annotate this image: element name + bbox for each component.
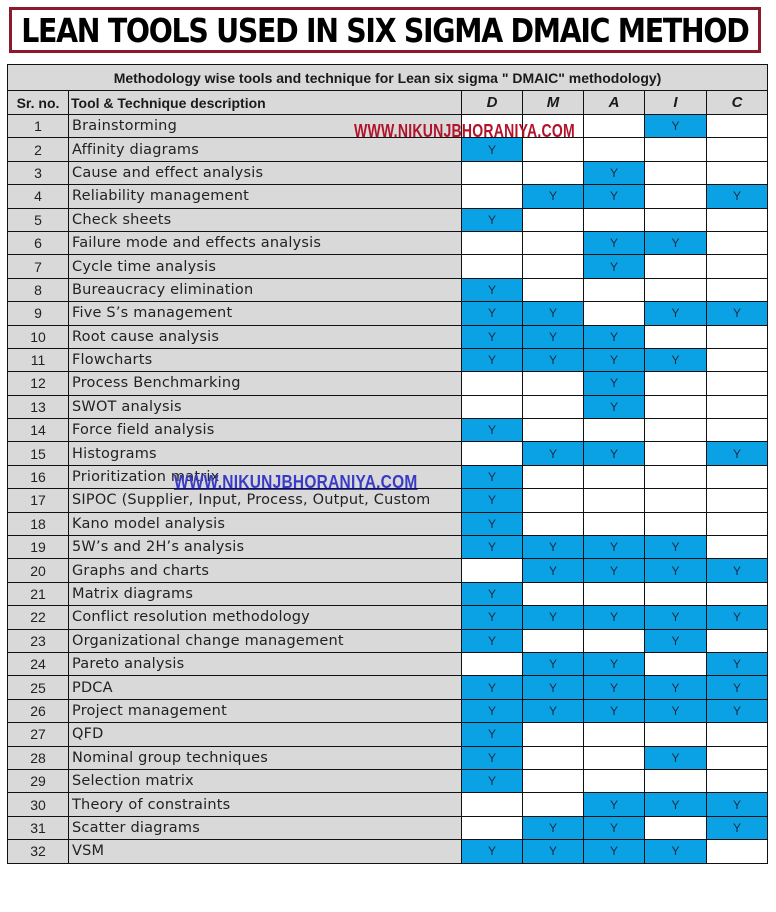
mark-cell-m (523, 255, 584, 278)
dmaic-tools-table (7, 64, 768, 864)
mark-cell-c: Y (707, 185, 768, 208)
mark-cell-i (645, 278, 707, 301)
mark-cell-i (645, 138, 707, 161)
row-description: Matrix diagrams (69, 582, 462, 605)
mark-cell-c (707, 325, 768, 348)
mark-cell-i (645, 582, 707, 605)
table-row (8, 536, 768, 559)
row-sr-no: 31 (8, 816, 69, 839)
header-phase-c: C (707, 91, 768, 115)
mark-cell-d: Y (462, 582, 523, 605)
row-description: VSM (69, 840, 462, 863)
table-row (8, 442, 768, 465)
mark-cell-c (707, 372, 768, 395)
mark-cell-i (645, 325, 707, 348)
row-description: QFD (69, 723, 462, 746)
row-sr-no: 16 (8, 465, 69, 488)
table-row (8, 582, 768, 605)
mark-cell-d: Y (462, 278, 523, 301)
mark-cell-a (584, 489, 645, 512)
mark-cell-m: Y (523, 325, 584, 348)
mark-cell-d: Y (462, 606, 523, 629)
mark-cell-d: Y (462, 512, 523, 535)
mark-cell-d: Y (462, 302, 523, 325)
mark-cell-m (523, 278, 584, 301)
row-description: Cycle time analysis (69, 255, 462, 278)
row-description: Prioritization matrix (69, 465, 462, 488)
table-row (8, 559, 768, 582)
mark-cell-c: Y (707, 652, 768, 675)
table-row (8, 652, 768, 675)
mark-cell-c: Y (707, 442, 768, 465)
mark-cell-a (584, 746, 645, 769)
mark-cell-m: Y (523, 699, 584, 722)
mark-cell-d: Y (462, 723, 523, 746)
table-row (8, 723, 768, 746)
header-phase-i: I (645, 91, 707, 115)
mark-cell-i (645, 512, 707, 535)
mark-cell-d: Y (462, 465, 523, 488)
mark-cell-a: Y (584, 231, 645, 254)
mark-cell-a (584, 278, 645, 301)
mark-cell-m: Y (523, 559, 584, 582)
row-sr-no: 5 (8, 208, 69, 231)
mark-cell-m (523, 629, 584, 652)
mark-cell-a: Y (584, 606, 645, 629)
mark-cell-d (462, 559, 523, 582)
mark-cell-c (707, 536, 768, 559)
mark-cell-c (707, 840, 768, 863)
header-phase-a: A (584, 91, 645, 115)
table-row (8, 512, 768, 535)
table-row (8, 419, 768, 442)
page-title: LEAN TOOLS USED IN SIX SIGMA DMAIC METHOD (21, 10, 749, 50)
mark-cell-m: Y (523, 185, 584, 208)
mark-cell-i (645, 489, 707, 512)
row-description: Flowcharts (69, 348, 462, 371)
row-sr-no: 7 (8, 255, 69, 278)
table-row (8, 840, 768, 863)
table-row (8, 606, 768, 629)
mark-cell-i: Y (645, 536, 707, 559)
row-description: Five S’s management (69, 302, 462, 325)
mark-cell-m: Y (523, 348, 584, 371)
row-sr-no: 2 (8, 138, 69, 161)
table-row (8, 746, 768, 769)
mark-cell-i (645, 185, 707, 208)
mark-cell-a: Y (584, 676, 645, 699)
row-description: Cause and effect analysis (69, 161, 462, 184)
row-sr-no: 12 (8, 372, 69, 395)
table-row (8, 325, 768, 348)
row-sr-no: 8 (8, 278, 69, 301)
mark-cell-c: Y (707, 676, 768, 699)
header-sr-no: Sr. no. (8, 91, 69, 115)
mark-cell-d: Y (462, 419, 523, 442)
row-description: SIPOC (Supplier, Input, Process, Output, Custom (69, 489, 462, 512)
table-row (8, 208, 768, 231)
row-sr-no: 25 (8, 676, 69, 699)
mark-cell-a: Y (584, 372, 645, 395)
mark-cell-m (523, 793, 584, 816)
mark-cell-i (645, 816, 707, 839)
mark-cell-i: Y (645, 629, 707, 652)
mark-cell-c: Y (707, 559, 768, 582)
row-sr-no: 30 (8, 793, 69, 816)
mark-cell-m: Y (523, 536, 584, 559)
header-description: Tool & Technique description (69, 91, 462, 115)
row-description: Theory of constraints (69, 793, 462, 816)
mark-cell-m (523, 419, 584, 442)
mark-cell-m (523, 231, 584, 254)
mark-cell-i (645, 442, 707, 465)
row-sr-no: 28 (8, 746, 69, 769)
mark-cell-m: Y (523, 302, 584, 325)
mark-cell-m: Y (523, 442, 584, 465)
mark-cell-c (707, 161, 768, 184)
mark-cell-a: Y (584, 395, 645, 418)
mark-cell-d: Y (462, 138, 523, 161)
title-box (9, 7, 761, 53)
mark-cell-c (707, 115, 768, 138)
mark-cell-c (707, 723, 768, 746)
row-sr-no: 27 (8, 723, 69, 746)
mark-cell-i (645, 465, 707, 488)
row-sr-no: 1 (8, 115, 69, 138)
mark-cell-a: Y (584, 161, 645, 184)
mark-cell-a: Y (584, 255, 645, 278)
mark-cell-i (645, 161, 707, 184)
mark-cell-c (707, 465, 768, 488)
row-description: Project management (69, 699, 462, 722)
mark-cell-d (462, 372, 523, 395)
mark-cell-c (707, 419, 768, 442)
mark-cell-c (707, 348, 768, 371)
mark-cell-d (462, 185, 523, 208)
mark-cell-i (645, 255, 707, 278)
mark-cell-i: Y (645, 793, 707, 816)
watermark-top: WWW.NIKUNJBHORANIYA.COM (354, 121, 575, 141)
row-sr-no: 19 (8, 536, 69, 559)
mark-cell-a: Y (584, 185, 645, 208)
table-row (8, 278, 768, 301)
row-sr-no: 22 (8, 606, 69, 629)
mark-cell-c (707, 138, 768, 161)
row-sr-no: 9 (8, 302, 69, 325)
mark-cell-i (645, 372, 707, 395)
mark-cell-a: Y (584, 442, 645, 465)
row-description: 5W’s and 2H’s analysis (69, 536, 462, 559)
row-sr-no: 32 (8, 840, 69, 863)
row-description: Conflict resolution methodology (69, 606, 462, 629)
table-row (8, 372, 768, 395)
table-row (8, 676, 768, 699)
mark-cell-m (523, 395, 584, 418)
mark-cell-c (707, 395, 768, 418)
mark-cell-d: Y (462, 325, 523, 348)
row-description: Check sheets (69, 208, 462, 231)
mark-cell-a (584, 208, 645, 231)
mark-cell-m (523, 372, 584, 395)
row-description: Process Benchmarking (69, 372, 462, 395)
row-description: Force field analysis (69, 419, 462, 442)
mark-cell-a (584, 723, 645, 746)
mark-cell-m (523, 582, 584, 605)
mark-cell-m: Y (523, 652, 584, 675)
mark-cell-c (707, 208, 768, 231)
row-sr-no: 10 (8, 325, 69, 348)
mark-cell-a: Y (584, 536, 645, 559)
row-sr-no: 26 (8, 699, 69, 722)
mark-cell-a (584, 115, 645, 138)
mark-cell-a (584, 138, 645, 161)
row-description: Failure mode and effects analysis (69, 231, 462, 254)
mark-cell-a (584, 629, 645, 652)
mark-cell-c (707, 512, 768, 535)
mark-cell-d (462, 395, 523, 418)
mark-cell-i (645, 208, 707, 231)
mark-cell-i: Y (645, 676, 707, 699)
row-description: Reliability management (69, 185, 462, 208)
mark-cell-a: Y (584, 652, 645, 675)
mark-cell-m: Y (523, 606, 584, 629)
row-sr-no: 24 (8, 652, 69, 675)
row-description: Pareto analysis (69, 652, 462, 675)
mark-cell-i: Y (645, 302, 707, 325)
mark-cell-d: Y (462, 208, 523, 231)
row-sr-no: 18 (8, 512, 69, 535)
mark-cell-c (707, 278, 768, 301)
row-description: Organizational change management (69, 629, 462, 652)
row-description: Bureaucracy elimination (69, 278, 462, 301)
mark-cell-c: Y (707, 793, 768, 816)
mark-cell-d: Y (462, 348, 523, 371)
table-header-row (8, 91, 768, 115)
mark-cell-i (645, 419, 707, 442)
mark-cell-c (707, 769, 768, 792)
mark-cell-c (707, 489, 768, 512)
table-row (8, 185, 768, 208)
table-row (8, 816, 768, 839)
mark-cell-m (523, 465, 584, 488)
mark-cell-d: Y (462, 769, 523, 792)
mark-cell-a (584, 769, 645, 792)
row-description: Kano model analysis (69, 512, 462, 535)
table-row (8, 395, 768, 418)
mark-cell-i (645, 723, 707, 746)
mark-cell-c (707, 582, 768, 605)
mark-cell-a (584, 582, 645, 605)
row-sr-no: 29 (8, 769, 69, 792)
mark-cell-i: Y (645, 559, 707, 582)
mark-cell-c: Y (707, 816, 768, 839)
row-sr-no: 15 (8, 442, 69, 465)
mark-cell-c (707, 629, 768, 652)
row-sr-no: 4 (8, 185, 69, 208)
mark-cell-i: Y (645, 231, 707, 254)
mark-cell-m: Y (523, 676, 584, 699)
mark-cell-d (462, 255, 523, 278)
row-description: SWOT analysis (69, 395, 462, 418)
row-description: Affinity diagrams (69, 138, 462, 161)
header-phase-m: M (523, 91, 584, 115)
row-sr-no: 13 (8, 395, 69, 418)
mark-cell-a (584, 512, 645, 535)
mark-cell-a: Y (584, 793, 645, 816)
mark-cell-d: Y (462, 746, 523, 769)
mark-cell-i: Y (645, 348, 707, 371)
mark-cell-i: Y (645, 115, 707, 138)
watermark-middle: WWW.NIKUNJBHORANIYA.COM (174, 472, 418, 492)
mark-cell-i: Y (645, 699, 707, 722)
row-sr-no: 14 (8, 419, 69, 442)
table-row (8, 699, 768, 722)
mark-cell-d: Y (462, 629, 523, 652)
mark-cell-c (707, 255, 768, 278)
row-sr-no: 20 (8, 559, 69, 582)
mark-cell-c: Y (707, 699, 768, 722)
mark-cell-c (707, 231, 768, 254)
mark-cell-c: Y (707, 606, 768, 629)
mark-cell-d: Y (462, 699, 523, 722)
mark-cell-m (523, 208, 584, 231)
mark-cell-d: Y (462, 536, 523, 559)
row-sr-no: 17 (8, 489, 69, 512)
table-row (8, 161, 768, 184)
mark-cell-m (523, 512, 584, 535)
mark-cell-a: Y (584, 840, 645, 863)
row-sr-no: 6 (8, 231, 69, 254)
row-description: Graphs and charts (69, 559, 462, 582)
mark-cell-i (645, 652, 707, 675)
mark-cell-i (645, 395, 707, 418)
mark-cell-m (523, 746, 584, 769)
mark-cell-i: Y (645, 840, 707, 863)
table-row (8, 255, 768, 278)
row-description: Scatter diagrams (69, 816, 462, 839)
row-description: Selection matrix (69, 769, 462, 792)
mark-cell-a: Y (584, 348, 645, 371)
mark-cell-m (523, 723, 584, 746)
table-row (8, 348, 768, 371)
mark-cell-a: Y (584, 325, 645, 348)
mark-cell-d (462, 816, 523, 839)
row-description: Nominal group techniques (69, 746, 462, 769)
mark-cell-m (523, 161, 584, 184)
mark-cell-c: Y (707, 302, 768, 325)
mark-cell-d: Y (462, 840, 523, 863)
row-sr-no: 23 (8, 629, 69, 652)
mark-cell-i: Y (645, 746, 707, 769)
table-subtitle-row (8, 65, 768, 91)
table-row (8, 769, 768, 792)
row-description: Histograms (69, 442, 462, 465)
row-description: PDCA (69, 676, 462, 699)
mark-cell-d (462, 652, 523, 675)
header-phase-d: D (462, 91, 523, 115)
row-sr-no: 11 (8, 348, 69, 371)
mark-cell-m (523, 769, 584, 792)
mark-cell-m (523, 489, 584, 512)
mark-cell-d (462, 793, 523, 816)
mark-cell-d (462, 231, 523, 254)
mark-cell-a: Y (584, 816, 645, 839)
mark-cell-a: Y (584, 699, 645, 722)
table-subtitle: Methodology wise tools and technique for Lean six sigma " DMAIC" methodology) (8, 65, 768, 91)
mark-cell-a (584, 419, 645, 442)
row-sr-no: 21 (8, 582, 69, 605)
mark-cell-i: Y (645, 606, 707, 629)
table-row (8, 629, 768, 652)
mark-cell-d: Y (462, 676, 523, 699)
mark-cell-c (707, 746, 768, 769)
mark-cell-a (584, 302, 645, 325)
mark-cell-d (462, 442, 523, 465)
mark-cell-m: Y (523, 840, 584, 863)
row-description: Brainstorming (69, 115, 462, 138)
mark-cell-d: Y (462, 489, 523, 512)
table-row (8, 231, 768, 254)
mark-cell-m: Y (523, 816, 584, 839)
table-row (8, 793, 768, 816)
mark-cell-d (462, 161, 523, 184)
mark-cell-a: Y (584, 559, 645, 582)
mark-cell-i (645, 769, 707, 792)
table-row (8, 302, 768, 325)
row-description: Root cause analysis (69, 325, 462, 348)
mark-cell-a (584, 465, 645, 488)
row-sr-no: 3 (8, 161, 69, 184)
